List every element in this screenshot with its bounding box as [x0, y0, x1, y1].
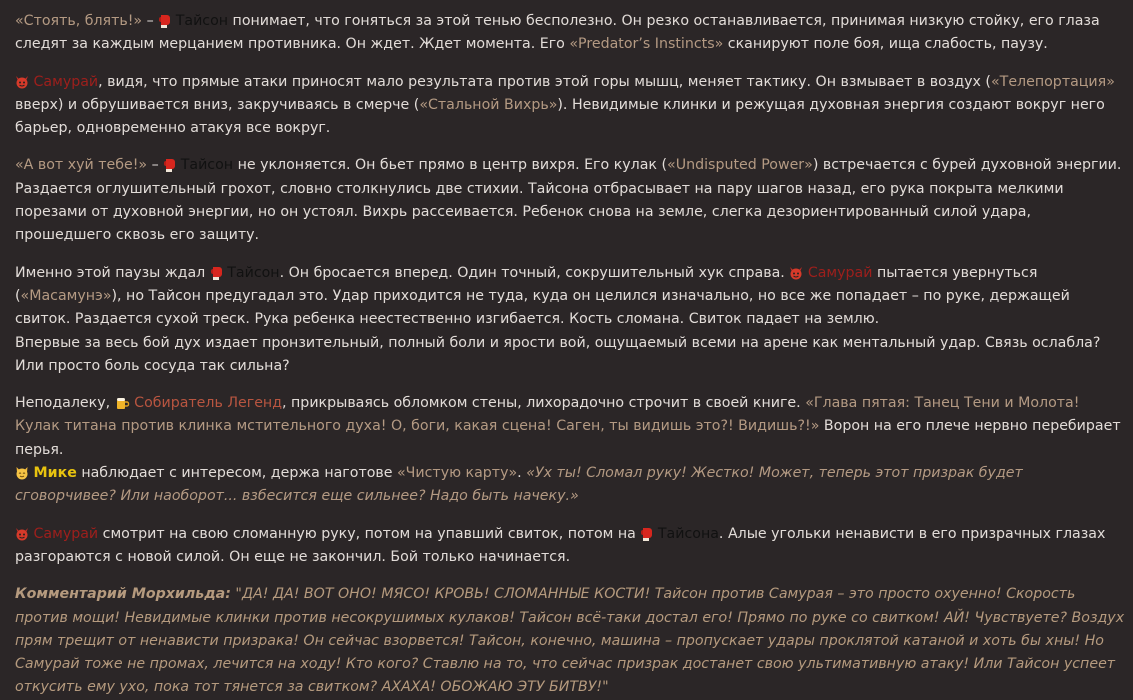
boxing-glove-icon: [163, 158, 176, 173]
ability-undisputed-power: «Undisputed Power»: [667, 157, 813, 174]
cat-face-icon: [15, 466, 29, 481]
samurai-name: Самурай: [33, 525, 99, 542]
samurai-name: Самурай: [807, 264, 873, 281]
samurai-name: Самурай: [33, 73, 99, 90]
boxing-glove-icon: [640, 527, 653, 542]
devil-icon: [15, 75, 29, 90]
tyson-name: Тайсона: [657, 525, 719, 542]
paragraph-4: Именно этой паузы ждал Тайсон. Он бросается вперед. Один точный, сокрушительный хук справа. Самурай пытается увернуться («Масамунэ»), но Тайсон предугадал это. Удар приходится не туда, куда он целился изначально, но все же попадает – по руке, держащей свиток. Раздается сухой треск. Рука ребенка неестественно изгибается. Кость сломана. Свиток падает на землю. Впервые за весь бой дух издает пронзительный, полный боли и ярости вой, ощущаемый всеми на арене как ментальный удар. Связь ослабла? Или просто боль сосуда так сильна?: [15, 264, 1101, 374]
tyson-name: Тайсон: [180, 157, 234, 174]
mike-name: Мике: [33, 465, 77, 482]
boxing-glove-icon: [158, 14, 171, 29]
ability-steel-whirlwind: «Стальной Вихрь»: [419, 96, 558, 113]
ability-teleportation: «Телепортация»: [990, 73, 1115, 90]
beer-mug-icon: [115, 396, 130, 411]
paragraph-2: Самурай, видя, что прямые атаки приносят мало результата против этой горы мышц, меняет тактику. Он взмывает в воздух («Телепортация» вверх) и обрушивается вниз, закручиваясь в смерче («Стальной Вихрь»). Невидимые клинки и режущая духовная энергия создают вокруг него барьер, одновременно атакуя все вокруг.: [15, 73, 1115, 137]
paragraph-6: Мике наблюдает с интересом, держа наготове «Чистую карту». «Ух ты! Сломал руку! Жестко! Может, теперь этот призрак будет сговорчивее? Или наоборот... взбесится еще сильнее? Надо быть начеку.»: [15, 465, 1023, 505]
devil-icon: [789, 266, 803, 281]
ability-predators-instincts: «Predator’s Instincts»: [569, 36, 724, 53]
devil-icon: [15, 527, 29, 542]
paragraph-1: «Стоять, блять!» – Тайсон понимает, что гоняться за этой тенью бесполезно. Он резко останавливается, принимая низкую стойку, его глаза следят за каждым мерцанием противника. Он ждет. Ждет момента. Его «Predator’s Instincts» сканируют поле боя, ища слабость, паузу.: [15, 13, 1100, 53]
paragraph-3: «А вот хуй тебе!» – Тайсон не уклоняется. Он бьет прямо в центр вихря. Его кулак («Undisputed Power») встречается с бурей духовной энергии. Раздается оглушительный грохот, словно столкнулись две стихии. Тайсона отбрасывает на пару шагов назад, его рука покрыта мелкими порезами от духовной энергии, но он устоял. Вихрь рассеивается. Ребенок снова на земле, слегка дезориентированный силой удара, прошедшего сквозь его защиту.: [15, 157, 1122, 244]
ability-masamune: «Масамунэ»: [20, 287, 112, 304]
paragraph-7: Самурай смотрит на свою сломанную руку, потом на упавший свиток, потом на Тайсона. Алые угольки ненависти в его призрачных глазах разгораются с новой силой. Он еще не закончил. Бой только начинается.: [15, 525, 1106, 565]
collector-name: Собиратель Легенд: [134, 395, 283, 412]
tyson-name: Тайсон: [227, 264, 280, 281]
mike-thought: «Ух ты! Сломал руку! Жестко! Может, теперь этот призрак будет сговорчивее? Или наоборот... взбесится еще сильнее? Надо быть начеку.»: [15, 465, 1023, 505]
commentary-label: Комментарий Морхильда:: [15, 586, 231, 603]
ability-clean-card: «Чистую карту»: [397, 465, 518, 482]
tyson-quote-2: «А вот хуй тебе!»: [15, 157, 148, 174]
tyson-quote: «Стоять, блять!»: [15, 13, 143, 29]
commentary: [15, 583, 1125, 699]
boxing-glove-icon: [210, 266, 223, 281]
paragraph-5: Неподалеку, Собиратель Легенд, прикрываясь обломком стены, лихорадочно строчит в своей книге. «Глава пятая: Танец Тени и Молота! Кулак титана против клинка мстительного духа! О, боги, какая сцена! Саген, ты видишь это?! Видишь?!» Ворон на его плече нервно перебирает перья.: [15, 395, 1121, 458]
commentary-text: "ДА! ДА! ВОТ ОНО! МЯСО! КРОВЬ! СЛОМАННЫЕ КОСТИ! Тайсон против Самурая – это просто охуенно! Скорость против мощи! Невидимые клинки против несокрушимых кулаков! Тайсон всё-таки достал его! Прямо по руке со свитком! АЙ! Чувствуете? Воздух прям трещит от ненависти призрака! Он сейчас взорвется! Тайсон, конечно, машина – пропускает удары проклятой катаной и хоть бы хны! Но Самурай тоже не промах, лечится на ходу! Кто кого? Ставлю на то, что сейчас призрак достанет свою ультимативную атаку! Или Тайсон успеет откусить ему ухо, пока тот тянется за свитком? АХАХА! ОБОЖАЮ ЭТУ БИТВУ!": [15, 586, 1125, 696]
collector-quote: «Глава пятая: Танец Тени и Молота! Кулак титана против клинка мстительного духа! О, боги, какая сцена! Саген, ты видишь это?! Видишь?!»: [15, 395, 1080, 435]
tyson-name: Тайсон: [175, 13, 229, 29]
